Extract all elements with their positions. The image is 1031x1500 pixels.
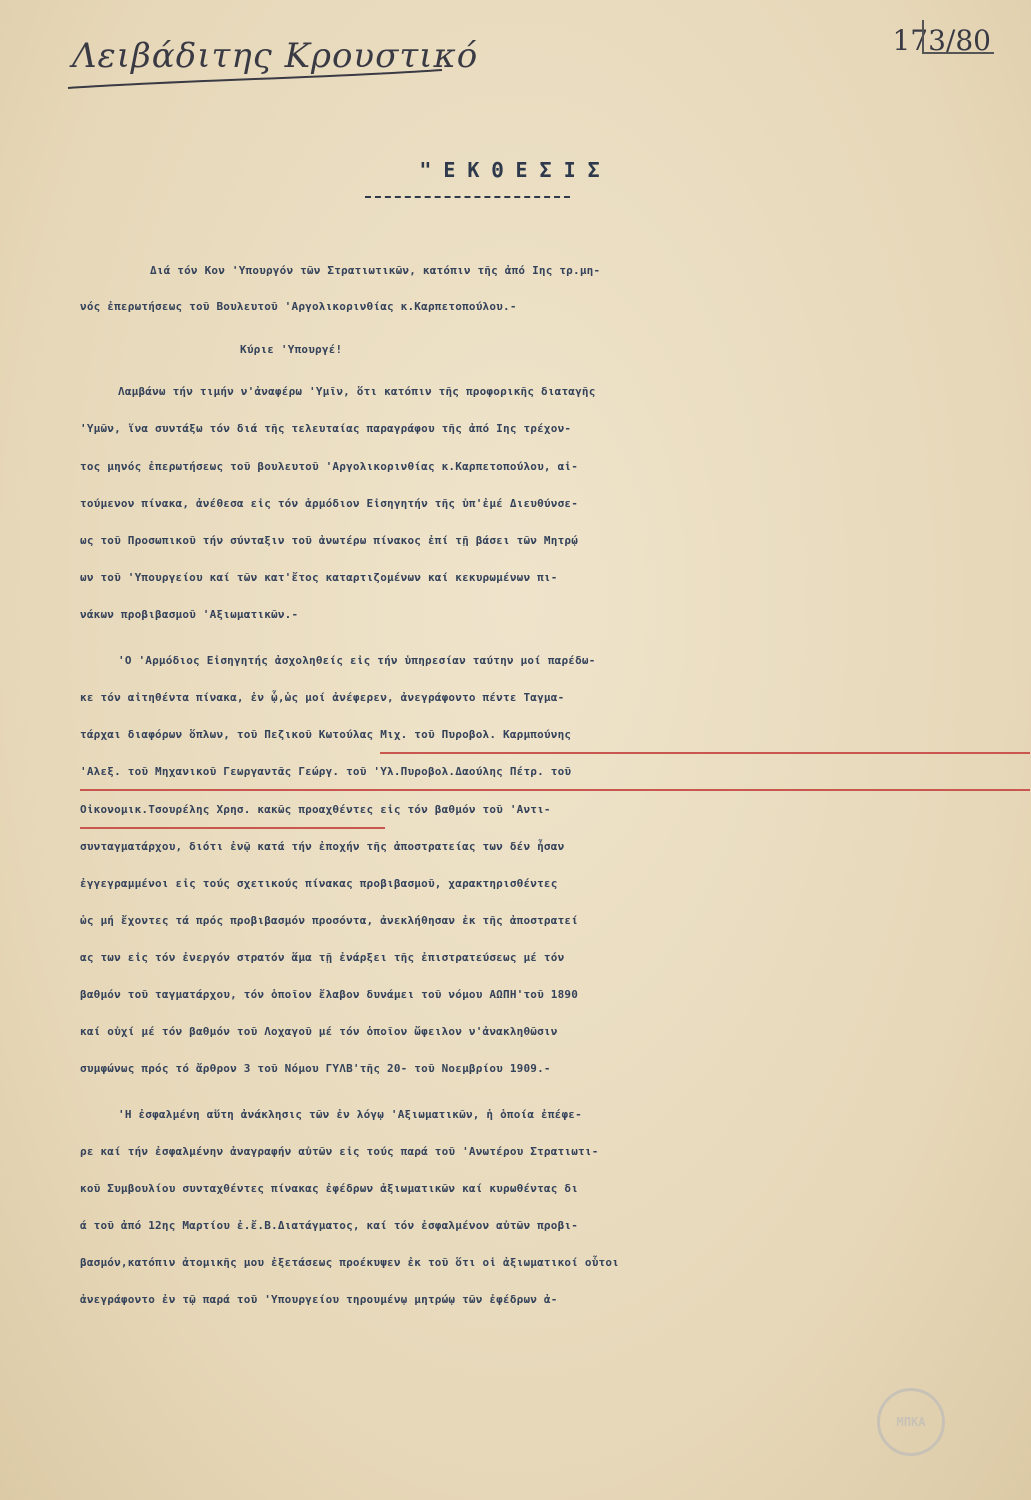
text-line: καί οὐχί μέ τόν βαθμόν τοῦ Λοχαγοῦ μέ τόν ὁποῖον ὤφειλον ν'ἀνακληθῶσιν <box>80 1025 558 1038</box>
text-line: ως τοῦ Προσωπικοῦ τήν σύνταξιν τοῦ ἀνωτέρω πίνακος ἐπί τῇ βάσει τῶν Μητρῴ <box>80 534 579 547</box>
text-line: Οἰκονομικ.Τσουρέλης Χρησ. κακῶς προαχθέντες εἰς τόν βαθμόν τοῦ 'Αντι- <box>80 803 551 816</box>
archive-reference-number: 173/80 <box>892 24 991 57</box>
text-line: ρε καί τήν ἐσφαλμένην ἀναγραφήν αὐτῶν εἰς τούς παρά τοῦ 'Ανωτέρου Στρατιωτι- <box>80 1145 599 1158</box>
handwritten-signature: Λειβάδιτης Κρουστικό <box>72 36 479 76</box>
text-line: Λαμβάνω τήν τιμήν ν'ἀναφέρω 'Υμῖν, ὅτι κατόπιν τῆς προφορικῆς διαταγῆς <box>118 385 596 398</box>
text-line: ά τοῦ ἀπό 12ης Μαρτίου ἐ.ἔ.Β.Διατάγματος, καί τόν ἐσφαλμένον αὐτῶν προβι- <box>80 1219 579 1232</box>
red-underline <box>80 827 385 829</box>
text-line: ὡς μή ἔχοντες τά πρός προβιβασμόν προσόντα, ἀνεκλήθησαν ἐκ τῆς ἀποστρατεί <box>80 914 579 927</box>
text-line: ων τοῦ 'Υπουργείου καί τῶν κατ'ἔτος καταρτιζομένων καί κεκυρωμένων πι- <box>80 571 558 584</box>
text-line: βαθμόν τοῦ ταγματάρχου, τόν ὁποῖον ἔλαβον δυνάμει τοῦ νόμου ΑΩΠΗ'τοῦ 1890 <box>80 988 579 1001</box>
red-underline <box>80 789 1030 791</box>
text-line: τος μηνός ἐπερωτήσεως τοῦ βουλευτοῦ 'Αργολικορινθίας κ.Καρπετοπούλου, αἰ- <box>80 460 579 473</box>
signature-underline <box>66 62 446 92</box>
reference-bracket <box>922 20 994 54</box>
text-line: νός ἐπερωτήσεως τοῦ Βουλευτοῦ 'Αργολικορινθίας κ.Καρπετοπούλου.- <box>80 300 517 313</box>
text-line: βασμόν,κατόπιν ἀτομικῆς μου ἐξετάσεως προέκυψεν ἐκ τοῦ ὅτι οἱ ἀξιωματικοί οὗτοι <box>80 1256 619 1269</box>
text-line: κοῦ Συμβουλίου συνταχθέντες πίνακας ἐφέδρων ἀξιωματικῶν καί κυρωθέντας δι <box>80 1182 579 1195</box>
text-line: 'Η ἐσφαλμένη αὕτη ἀνάκλησις τῶν ἐν λόγῳ 'Αξιωματικῶν, ἡ ὁποία ἐπέφε- <box>118 1108 582 1121</box>
text-line: τάρχαι διαφόρων ὅπλων, τοῦ Πεζικοῦ Κωτούλας Μιχ. τοῦ Πυροβολ. Καρμπούνης <box>80 728 572 741</box>
text-line: Διά τόν Κον 'Υπουργόν τῶν Στρατιωτικῶν, κατόπιν τῆς ἀπό Ιης τρ.μη- <box>150 264 601 277</box>
text-line: 'Αλεξ. τοῦ Μηχανικοῦ Γεωργαντᾶς Γεώργ. τοῦ 'Υλ.Πυροβολ.Δαούλης Πέτρ. τοῦ <box>80 765 572 778</box>
archive-stamp: ΜΠΚΑ <box>877 1388 945 1456</box>
text-line: 'Ο 'Αρμόδιος Εἰσηγητής ἀσχοληθείς εἰς τήν ὑπηρεσίαν ταύτην μοί παρέδω- <box>118 654 596 667</box>
text-line: ας των εἰς τόν ἐνεργόν στρατόν ἅμα τῇ ἐνάρξει τῆς ἐπιστρατεύσεως μέ τόν <box>80 951 565 964</box>
text-line: ἀνεγράφοντο ἐν τῷ παρά τοῦ 'Υπουργείου τηρουμένῳ μητρώῳ τῶν ἐφέδρων ἀ- <box>80 1293 558 1306</box>
text-line: συνταγματάρχου, διότι ἐνῷ κατά τήν ἐποχήν τῆς ἀποστρατείας των δέν ἦσαν <box>80 840 565 853</box>
text-line: συμφώνως πρός τό ἄρθρον 3 τοῦ Νόμου ΓΥΛΒ'τῆς 20- τοῦ Νοεμβρίου 1909.- <box>80 1062 551 1075</box>
text-line: κε τόν αἰτηθέντα πίνακα, ἐν ᾧ,ὡς μοί ἀνέφερεν, ἀνεγράφοντο πέντε Ταγμα- <box>80 691 565 704</box>
text-line: τούμενον πίνακα, ἀνέθεσα εἰς τόν ἁρμόδιον Εἰσηγητήν τῆς ὑπ'ἐμέ Διευθύνσε- <box>80 497 579 510</box>
text-line: 'Υμῶν, ἵνα συντάξω τόν διά τῆς τελευταίας παραγράφου τῆς ἀπό Ιης τρέχον- <box>80 422 572 435</box>
text-line: νάκων προβιβασμοῦ 'Αξιωματικῶν.- <box>80 608 299 621</box>
title-underline <box>365 196 570 198</box>
text-line: Κύριε 'Υπουργέ! <box>240 343 343 356</box>
red-underline <box>380 752 1030 754</box>
document-title: "ΕΚΘΕΣΙΣ <box>419 158 612 182</box>
text-line: ἐγγεγραμμένοι εἰς τούς σχετικούς πίνακας προβιβασμοῦ, χαρακτηρισθέντες <box>80 877 558 890</box>
